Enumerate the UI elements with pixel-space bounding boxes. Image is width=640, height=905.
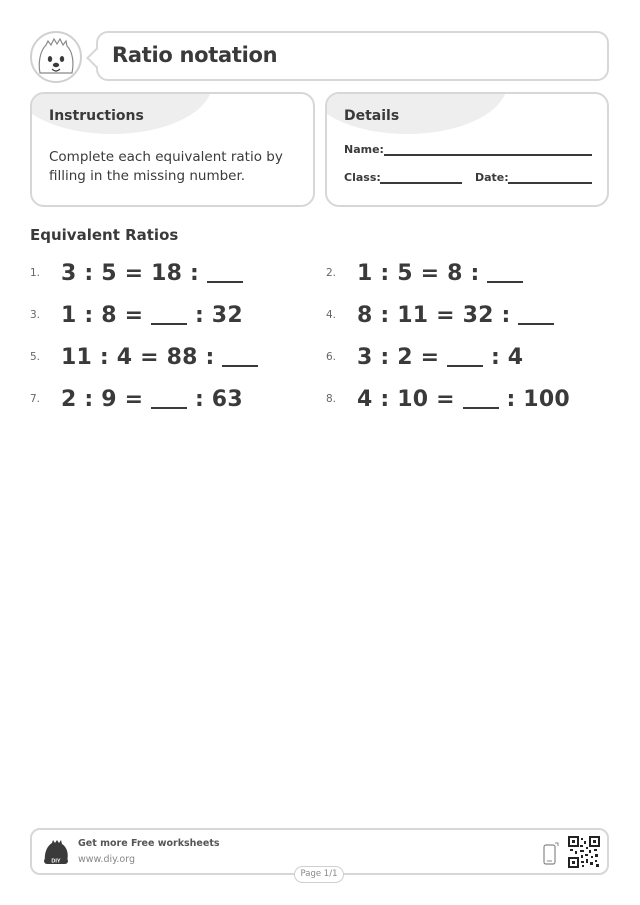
class-label: Class: bbox=[344, 171, 381, 184]
date-field[interactable] bbox=[508, 182, 592, 184]
answer-blank[interactable] bbox=[518, 305, 554, 325]
instructions-text: Complete each equivalent ratio by filling in the missing number. bbox=[49, 149, 283, 184]
answer-blank[interactable] bbox=[151, 305, 187, 325]
answer-blank[interactable] bbox=[151, 389, 187, 409]
question-number: 5. bbox=[30, 351, 41, 363]
mascot-avatar bbox=[30, 31, 82, 83]
question-number: 8. bbox=[326, 393, 337, 405]
ratio-expression: 11 : 4 = 88 : bbox=[61, 345, 258, 370]
class-field[interactable] bbox=[380, 182, 462, 184]
ratio-expression: 1 : 5 = 8 : bbox=[357, 261, 523, 286]
page-title: Ratio notation bbox=[112, 43, 278, 67]
answer-blank[interactable] bbox=[463, 389, 499, 409]
mascot-icon bbox=[32, 33, 80, 81]
question-number: 7. bbox=[30, 393, 41, 405]
ratio-expression: 8 : 11 = 32 : bbox=[357, 303, 554, 328]
title-box bbox=[96, 31, 609, 81]
ratio-expression: 3 : 2 = : 4 bbox=[357, 345, 524, 370]
instructions-card bbox=[30, 92, 315, 207]
question-number: 1. bbox=[30, 267, 41, 279]
details-heading: Details bbox=[344, 108, 400, 124]
ratio-expression: 3 : 5 = 18 : bbox=[61, 261, 243, 286]
footer-url-link[interactable]: www.diy.org bbox=[78, 854, 135, 865]
answer-blank[interactable] bbox=[447, 347, 483, 367]
svg-text:DIY: DIY bbox=[51, 858, 61, 865]
diy-logo-icon bbox=[42, 839, 70, 867]
question-number: 3. bbox=[30, 309, 41, 321]
ratio-expression: 4 : 10 = : 100 bbox=[357, 387, 570, 412]
ratio-expression: 1 : 8 = : 32 bbox=[61, 303, 243, 328]
question-number: 2. bbox=[326, 267, 337, 279]
details-card bbox=[325, 92, 609, 207]
date-label: Date: bbox=[475, 171, 509, 184]
footer-promo-text: Get more Free worksheets bbox=[78, 838, 220, 849]
answer-blank[interactable] bbox=[207, 263, 243, 283]
qr-code-icon[interactable] bbox=[568, 836, 600, 868]
answer-blank[interactable] bbox=[487, 263, 523, 283]
instructions-heading: Instructions bbox=[49, 108, 144, 124]
name-label: Name: bbox=[344, 143, 384, 156]
name-field[interactable] bbox=[384, 154, 592, 156]
section-title: Equivalent Ratios bbox=[30, 226, 179, 244]
page-number: Page 1/1 bbox=[294, 866, 344, 883]
question-number: 6. bbox=[326, 351, 337, 363]
phone-icon bbox=[543, 842, 559, 866]
ratio-expression: 2 : 9 = : 63 bbox=[61, 387, 243, 412]
question-number: 4. bbox=[326, 309, 337, 321]
answer-blank[interactable] bbox=[222, 347, 258, 367]
